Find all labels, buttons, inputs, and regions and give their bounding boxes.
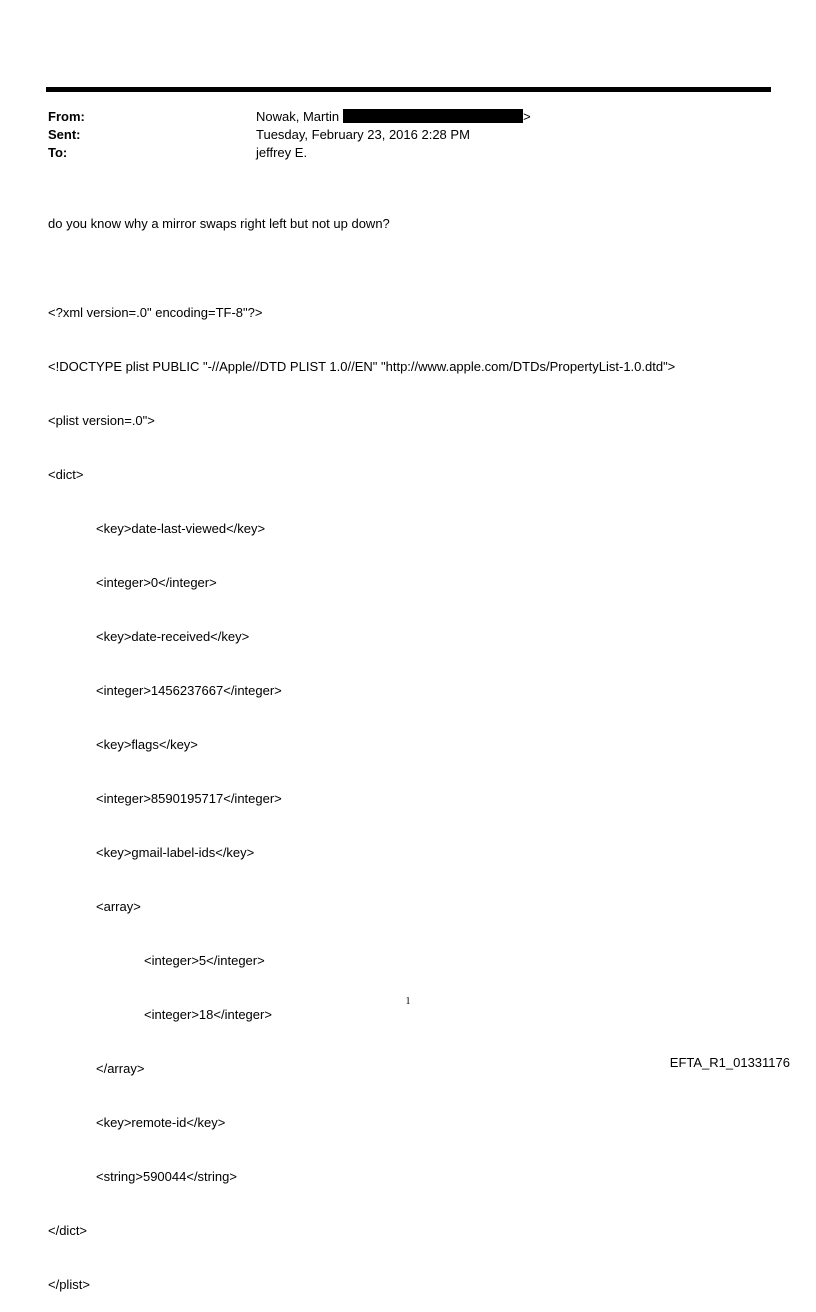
xml-line: <key>flags</key> [96,737,198,752]
page-number: 1 [405,996,411,1007]
to-label: To: [48,145,68,160]
xml-line: <dict> [48,467,84,482]
xml-line: <?xml version=.0" encoding=TF-8"?> [48,305,263,320]
xml-line: <!DOCTYPE plist PUBLIC "-//Apple//DTD PLIST 1.0//EN" "http://www.apple.com/DTDs/PropertyList-1.0.dtd"> [48,359,676,374]
xml-line: <key>date-last-viewed</key> [96,521,266,536]
to-value: jeffrey E. [256,145,308,160]
xml-line: <plist version=.0"> [48,413,155,428]
from-label: From: [48,109,85,124]
xml-block [48,268,675,1312]
sender-name: Nowak, Martin [256,109,340,124]
sent-label: Sent: [48,127,81,142]
xml-line: <integer>1456237667</integer> [96,683,282,698]
document-id: EFTA_R1_01331176 [669,1055,790,1070]
xml-line: <integer>18</integer> [144,1007,272,1022]
xml-line: <key>date-received</key> [96,629,250,644]
from-value [256,108,531,126]
xml-line: <integer>8590195717</integer> [96,791,282,806]
xml-line: <key>remote-id</key> [96,1115,226,1130]
xml-line: </plist> [48,1277,90,1292]
header-rule [46,87,771,92]
message-body: do you know why a mirror swaps right left but not up down? [48,216,390,231]
xml-line: <string>590044</string> [96,1169,237,1184]
xml-line: <array> [96,899,141,914]
xml-line: <key>gmail-label-ids</key> [96,845,255,860]
xml-line: <integer>0</integer> [96,575,217,590]
redaction-bar [343,109,523,123]
xml-line: <integer>5</integer> [144,953,265,968]
sender-email-close: > [523,109,531,124]
sent-value: Tuesday, February 23, 2016 2:28 PM [256,127,470,142]
xml-line: </dict> [48,1223,88,1238]
xml-line: </array> [96,1061,145,1076]
